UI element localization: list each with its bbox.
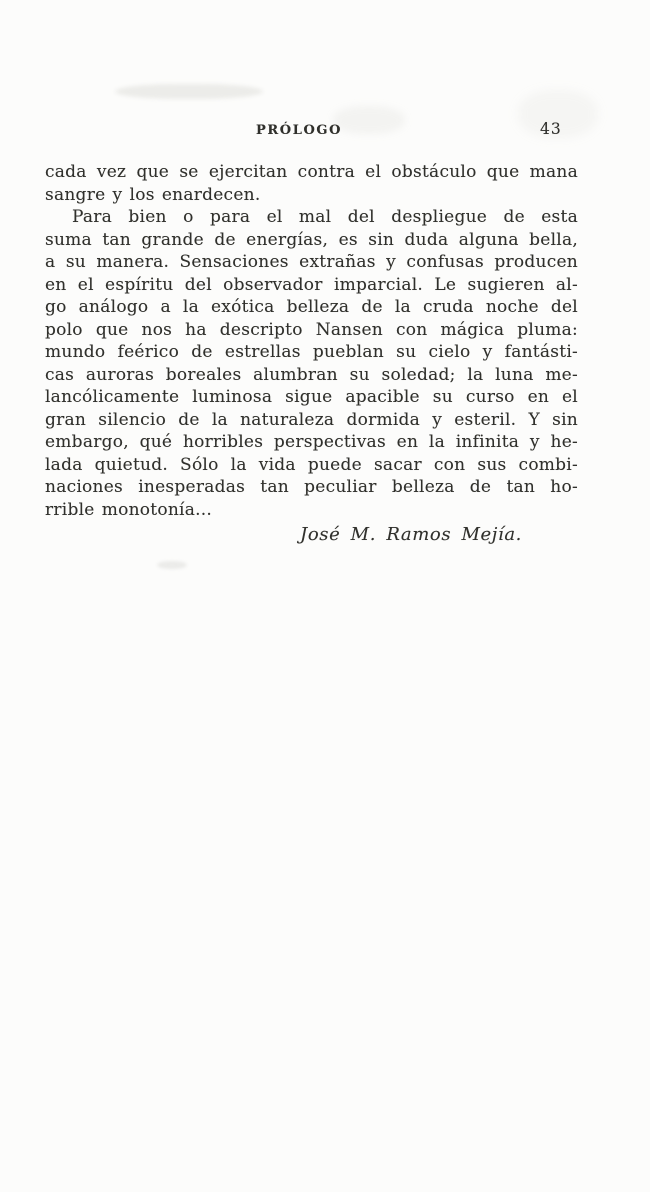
scan-smudge <box>115 84 263 99</box>
text-line: embargo, qué horribles perspectivas en la infinita y he- <box>45 432 578 452</box>
text-line: gran silencio de la naturaleza dormida y esteril. Y sin <box>45 409 578 430</box>
text-line: polo que nos ha descripto Nansen con mágica pluma: <box>45 319 578 340</box>
text-line: rrible monotonía... <box>45 499 213 520</box>
scan-smudge <box>333 106 405 134</box>
text-line: naciones inesperadas tan peculiar belleza de tan ho- <box>45 477 578 497</box>
text-line: en el espíritu del observador imparcial. Le sugieren al- <box>45 274 578 295</box>
text-line: lancólicamente luminosa sigue apacible su curso en el <box>45 387 578 407</box>
author-signature: José M. Ramos Mejía. <box>300 524 522 545</box>
text-line: a su manera. Sensaciones extrañas y confusas producen <box>45 252 578 272</box>
text-line: suma tan grande de energías, es sin duda alguna bella, <box>45 229 578 250</box>
text-line: lada quietud. Sólo la vida puede sacar con sus combi- <box>45 454 578 475</box>
text-line: cada vez que se ejercitan contra el obstáculo que mana <box>45 162 578 182</box>
text-line: mundo feérico de estrellas pueblan su cielo y fantásti- <box>45 342 578 362</box>
text-line: cas auroras boreales alumbran su soledad; la luna me- <box>45 364 578 385</box>
text-line: go análogo a la exótica belleza de la cruda noche del <box>45 297 578 317</box>
body-text <box>45 161 578 521</box>
text-line: sangre y los enardecen. <box>45 184 261 205</box>
page-number: 43 <box>540 120 562 138</box>
scan-smudge <box>157 561 187 569</box>
text-line: Para bien o para el mal del despliegue de esta <box>72 207 578 227</box>
running-header-title: PRÓLOGO <box>256 123 342 138</box>
